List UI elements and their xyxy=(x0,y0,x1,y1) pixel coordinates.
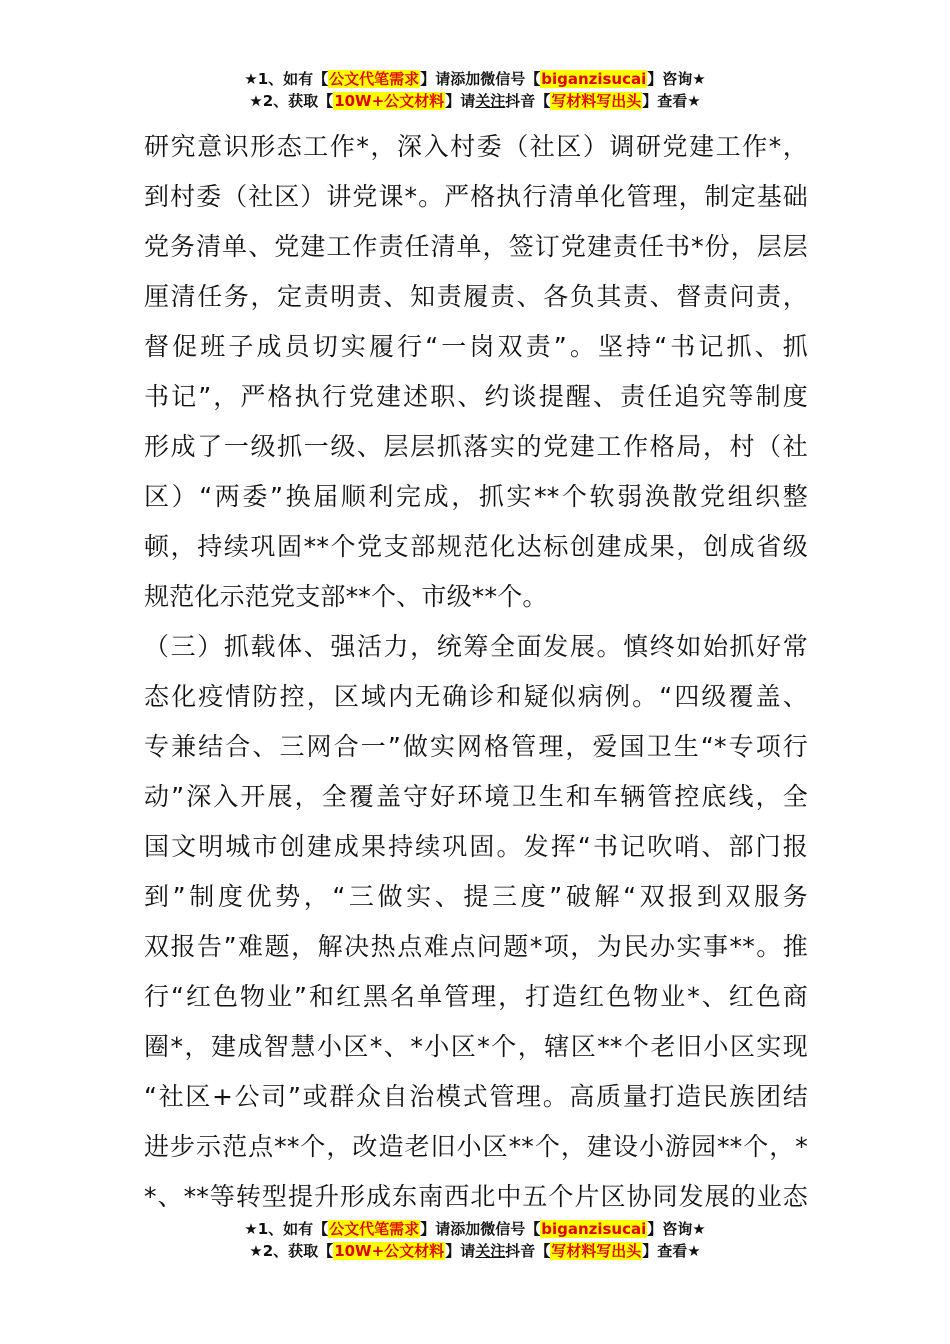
body-line: 形成了一级抓一级、层层抓落实的党建工作格局，村（社 xyxy=(144,432,808,461)
body-line: 动”深入开展，全覆盖守好环境卫生和车辆管控底线，全 xyxy=(144,782,808,811)
body-line: 督促班子成员切实履行“一岗双责”。坚持“书记抓、抓 xyxy=(144,332,808,361)
body-line: 双报告”难题，解决热点难点问题*项，为民办实事**。推 xyxy=(144,932,808,961)
banner-text: ★2、获取【 xyxy=(249,1242,334,1260)
body-line: 态化疫情防控，区域内无确诊和疑似病例。“四级覆盖、 xyxy=(144,682,808,711)
banner-text: 】请 xyxy=(445,92,476,110)
banner-text: 】咨询★ xyxy=(647,70,706,88)
body-line: 党务清单、党建工作责任清单，签订党建责任书*份，层层 xyxy=(144,232,808,261)
underlined-follow: 关注 xyxy=(475,1242,506,1260)
section-heading-line: （三）抓载体、强活力，统筹全面发展。慎终如始抓好常 xyxy=(144,632,808,661)
body-line: 规范化示范党支部**个、市级**个。 xyxy=(144,582,548,611)
underlined-follow: 关注 xyxy=(475,92,506,110)
banner-text: 抖音【 xyxy=(505,1242,551,1260)
banner-line-1 xyxy=(0,1218,950,1240)
highlight-wechat-id: biganzisucai xyxy=(541,70,647,88)
footer-banner xyxy=(0,1218,950,1262)
highlight-service: 公文代笔需求 xyxy=(329,70,420,88)
body-line: *、**等转型提升形成东南西北中五个片区协同发展的业态 xyxy=(144,1182,808,1211)
body-line: 圈*，建成智慧小区*、*小区*个，辖区**个老旧小区实现 xyxy=(144,1032,808,1061)
highlight-materials: 10W+公文材料 xyxy=(334,92,445,110)
body-line: 国文明城市创建成果持续巩固。发挥“书记吹哨、部门报 xyxy=(144,832,808,861)
body-line: 厘清任务，定责明责、知责履责、各负其责、督责问责， xyxy=(144,282,808,311)
banner-text: ★1、如有【 xyxy=(244,70,329,88)
highlight-douyin: 写材料写出头 xyxy=(551,1242,642,1260)
banner-text: 】查看★ xyxy=(642,92,701,110)
body-line: “社区+公司”或群众自治模式管理。高质量打造民族团结 xyxy=(144,1082,808,1111)
body-line: 行“红色物业”和红黑名单管理，打造红色物业*、红色商 xyxy=(144,982,808,1011)
highlight-wechat-id: biganzisucai xyxy=(541,1220,647,1238)
banner-line-2 xyxy=(0,90,950,112)
body-line: 专兼结合、三网合一”做实网格管理，爱国卫生“*专项行 xyxy=(144,732,808,761)
highlight-douyin: 写材料写出头 xyxy=(551,92,642,110)
banner-text: 】咨询★ xyxy=(647,1220,706,1238)
banner-text: 】请 xyxy=(445,1242,476,1260)
body-line: 区）“两委”换届顺利完成，抓实**个软弱涣散党组织整 xyxy=(144,482,808,511)
highlight-materials: 10W+公文材料 xyxy=(334,1242,445,1260)
banner-text: 抖音【 xyxy=(505,92,551,110)
body-line: 顿，持续巩固**个党支部规范化达标创建成果，创成省级 xyxy=(144,532,808,561)
body-line: 进步示范点**个，改造老旧小区**个，建设小游园**个，* xyxy=(144,1132,808,1161)
banner-text: ★2、获取【 xyxy=(249,92,334,110)
body-line: 研究意识形态工作*，深入村委（社区）调研党建工作*， xyxy=(144,132,808,161)
body-line: 书记”，严格执行党建述职、约谈提醒、责任追究等制度 xyxy=(144,382,808,411)
body-line: 到村委（社区）讲党课*。严格执行清单化管理，制定基础 xyxy=(144,182,808,211)
banner-text: ★1、如有【 xyxy=(244,1220,329,1238)
body-line: 到”制度优势，“三做实、提三度”破解“双报到双服务 xyxy=(144,882,808,911)
banner-line-1 xyxy=(0,68,950,90)
banner-text: 】查看★ xyxy=(642,1242,701,1260)
highlight-service: 公文代笔需求 xyxy=(329,1220,420,1238)
header-banner xyxy=(0,68,950,112)
document-body xyxy=(144,122,808,1222)
banner-text: 】请添加微信号【 xyxy=(420,1220,541,1238)
banner-line-2 xyxy=(0,1240,950,1262)
banner-text: 】请添加微信号【 xyxy=(420,70,541,88)
